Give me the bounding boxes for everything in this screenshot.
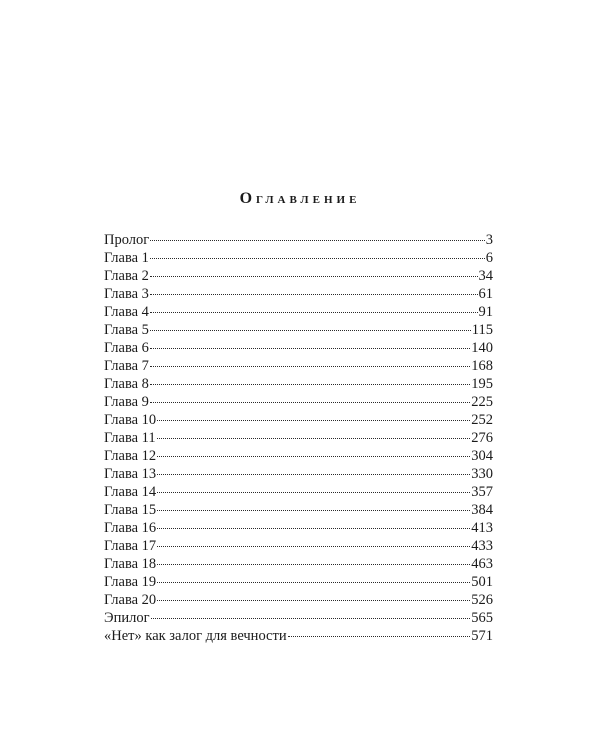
dot-leader [157,474,470,475]
toc-entry-page: 225 [471,394,493,410]
toc-entry-page: 571 [471,628,493,644]
dot-leader [157,456,470,457]
toc-entry-title: Эпилог [104,610,150,626]
dot-leader [150,240,485,241]
toc-entry-title: «Нет» как залог для вечности [104,628,287,644]
dot-leader [157,438,471,439]
toc-entry-page: 168 [471,358,493,374]
dot-leader [150,294,478,295]
toc-entry-chapter-5 [104,321,493,339]
toc-entry-title: Глава 1 [104,250,149,266]
toc-entry-page: 276 [471,430,493,446]
toc-entry-chapter-2 [104,267,493,285]
toc-entry-page: 61 [478,286,493,302]
toc-entry-page: 115 [471,322,493,338]
toc-entry-page: 501 [471,574,493,590]
toc-entry-chapter-10 [104,411,493,429]
table-of-contents [104,231,493,645]
toc-entry-title: Глава 10 [104,412,157,428]
toc-entry-page: 413 [471,520,493,536]
toc-entry-chapter-6 [104,339,493,357]
toc-entry-chapter-15 [104,501,493,519]
toc-entry-page: 384 [471,502,493,518]
toc-entry-chapter-3 [104,285,493,303]
toc-entry-title: Глава 13 [104,466,157,482]
toc-entry-chapter-1 [104,249,493,267]
toc-entry-title: Глава 19 [104,574,157,590]
dot-leader [150,402,470,403]
toc-entry-title: Глава 3 [104,286,149,302]
toc-entry-title: Пролог [104,232,150,248]
toc-entry-page: 3 [485,232,493,248]
toc-entry-title: Глава 17 [104,538,157,554]
toc-entry-title: Глава 5 [104,322,149,338]
dot-leader [150,258,485,259]
toc-entry-page: 565 [471,610,493,626]
toc-entry-title: Глава 6 [104,340,149,356]
toc-entry-chapter-11 [104,429,493,447]
toc-entry-page: 357 [471,484,493,500]
toc-entry-title: Глава 16 [104,520,157,536]
toc-entry-title: Глава 4 [104,304,149,320]
dot-leader [150,330,471,331]
toc-entry-title: Глава 8 [104,376,149,392]
toc-entry-chapter-4 [104,303,493,321]
toc-entry-title: Глава 18 [104,556,157,572]
toc-entry-page: 252 [471,412,493,428]
toc-entry-title: Глава 14 [104,484,157,500]
dot-leader [157,546,470,547]
toc-entry-title: Глава 20 [104,592,157,608]
toc-entry-chapter-9 [104,393,493,411]
toc-entry-chapter-7 [104,357,493,375]
toc-entry-page: 304 [471,448,493,464]
toc-entry-page: 6 [485,250,493,266]
toc-entry-page: 433 [471,538,493,554]
toc-entry-title: Глава 7 [104,358,149,374]
toc-entry-page: 330 [471,466,493,482]
toc-entry-afterword [104,627,493,645]
toc-entry-chapter-14 [104,483,493,501]
toc-entry-page: 34 [478,268,493,284]
toc-entry-chapter-13 [104,465,493,483]
toc-entry-chapter-17 [104,537,493,555]
dot-leader [157,420,470,421]
toc-entry-chapter-20 [104,591,493,609]
toc-entry-title: Глава 9 [104,394,149,410]
dot-leader [157,582,470,583]
dot-leader [288,636,471,637]
toc-entry-prologue [104,231,493,249]
dot-leader [157,510,470,511]
toc-entry-title: Глава 12 [104,448,157,464]
toc-entry-page: 526 [471,592,493,608]
toc-entry-page: 195 [471,376,493,392]
dot-leader [150,312,478,313]
toc-entry-title: Глава 2 [104,268,149,284]
dot-leader [157,600,470,601]
dot-leader [150,366,470,367]
dot-leader [157,492,470,493]
toc-entry-page: 463 [471,556,493,572]
toc-entry-title: Глава 11 [104,430,156,446]
dot-leader [157,528,470,529]
toc-entry-title: Глава 15 [104,502,157,518]
toc-entry-chapter-12 [104,447,493,465]
toc-entry-chapter-18 [104,555,493,573]
toc-entry-page: 140 [471,340,493,356]
dot-leader [150,276,478,277]
toc-entry-chapter-8 [104,375,493,393]
dot-leader [151,618,471,619]
toc-heading: Оглавление [239,190,361,207]
toc-entry-chapter-16 [104,519,493,537]
dot-leader [150,384,470,385]
toc-entry-chapter-19 [104,573,493,591]
toc-entry-epilogue [104,609,493,627]
dot-leader [157,564,470,565]
toc-entry-page: 91 [478,304,493,320]
dot-leader [150,348,470,349]
